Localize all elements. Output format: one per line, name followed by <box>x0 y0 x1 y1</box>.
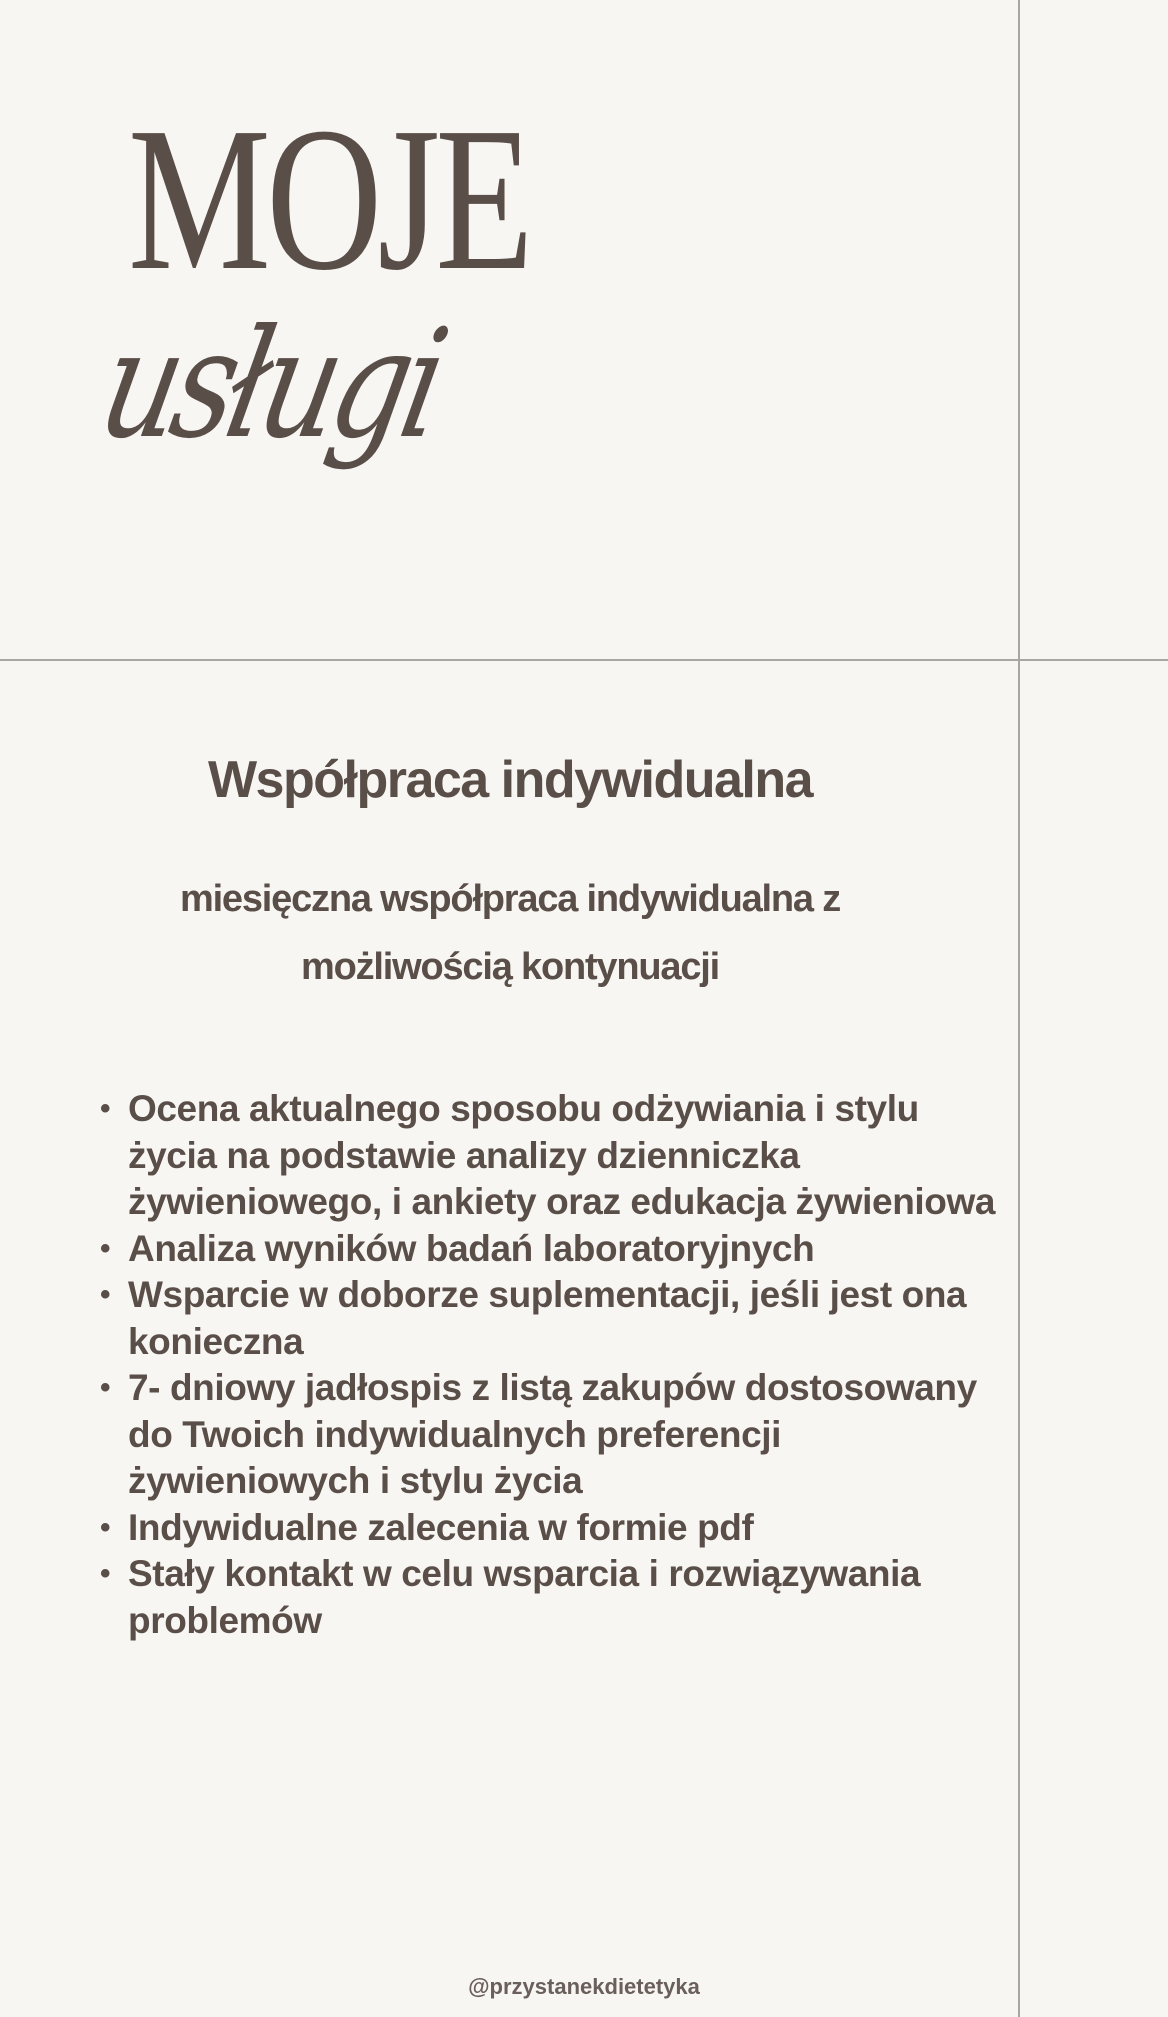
bullet-icon: • <box>100 1278 111 1311</box>
feature-list <box>96 1086 1008 1644</box>
bullet-icon: • <box>100 1510 111 1544</box>
list-item <box>100 1551 1008 1644</box>
page-title: MOJE <box>128 84 529 313</box>
bullet-icon: • <box>100 1557 111 1590</box>
list-item <box>100 1365 1008 1505</box>
vertical-divider <box>1018 0 1020 2017</box>
service-title: Współpraca indywidualna <box>207 751 813 809</box>
list-item <box>100 1505 1008 1552</box>
bullet-icon: • <box>100 1092 111 1125</box>
service-subtitle: miesięczna współpraca indywidualna z możliwością kontynuacji <box>179 878 841 988</box>
page-title-script: usługi <box>87 298 455 472</box>
social-handle: @przystanekdietetyka <box>468 1974 700 1999</box>
feature-text: Wsparcie w doborze suplementacji, jeśli jest ona konieczna <box>128 1274 967 1362</box>
feature-text: Indywidualne zalecenia w formie pdf <box>128 1506 754 1548</box>
feature-text: Analiza wyników badań laboratoryjnych <box>128 1227 815 1269</box>
feature-text: Stały kontakt w celu wsparcia i rozwiązywania problemów <box>128 1553 921 1641</box>
bullet-icon: • <box>100 1231 111 1265</box>
footer <box>0 1972 1168 2002</box>
list-item <box>100 1086 1008 1226</box>
list-item <box>100 1226 1008 1273</box>
horizontal-divider <box>0 659 1168 661</box>
bullet-icon: • <box>100 1371 111 1404</box>
list-item <box>100 1272 1008 1365</box>
feature-text: Ocena aktualnego sposobu odżywiania i stylu życia na podstawie analizy dzienniczka żywieniowego, i ankiety oraz edukacja żywieniowa <box>128 1088 996 1222</box>
feature-text: 7- dniowy jadłospis z listą zakupów dostosowany do Twoich indywidualnych preferencji żywieniowych i stylu życia <box>128 1367 977 1501</box>
